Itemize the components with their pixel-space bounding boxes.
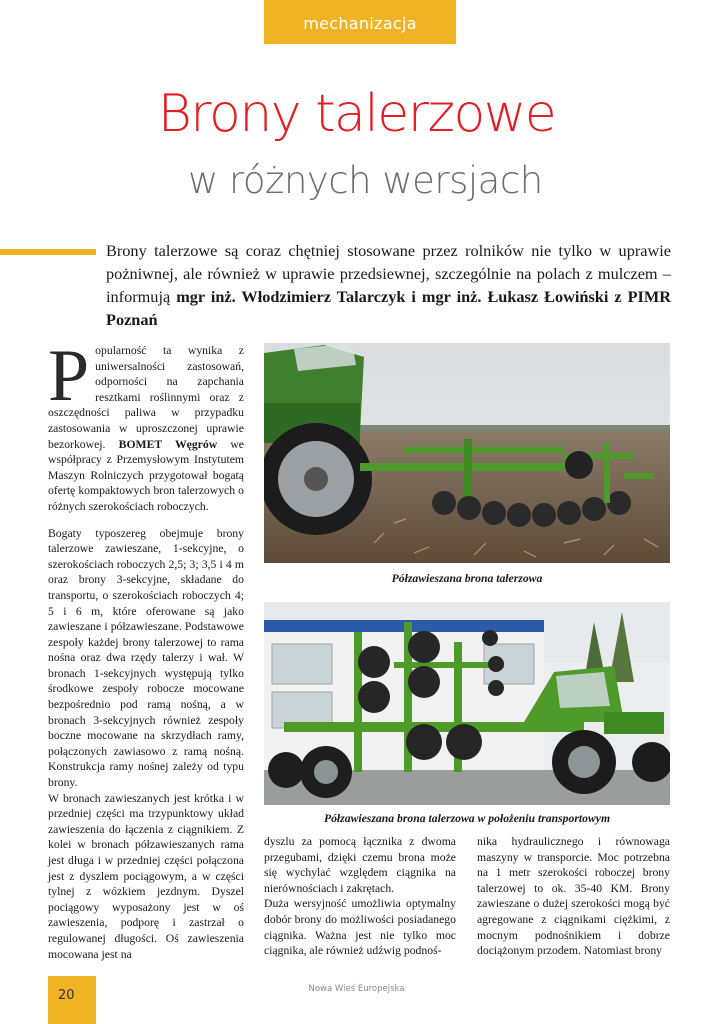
figure-caption-2: Półzawieszana brona talerzowa w położeniu transportowym <box>323 812 611 825</box>
paragraph-1-text-a: opularność ta wynika z uniwersalności zastosowań, odporności na zapchania resztkami roślinnymi oraz z oszczędności paliwa w przypadku zastosowania w uproszczonej uprawie bezorkowej. <box>48 344 244 451</box>
article-lead <box>106 239 671 331</box>
text-column-3 <box>477 834 670 959</box>
text-column-2 <box>264 834 456 959</box>
paragraph-6: nika hydraulicznego i równowaga maszyny w transporcie. Moc potrzebna na 1 metr szerokości roboczej brony talerzowej to ok. 35-40 KM. Brony zawieszane o dużej szerokości mogą być agregowane z ciągnikami ciężkimi, z mocnym podnośnikiem i dobrze dociążonym przodem. Natomiast brony <box>477 835 670 958</box>
company-name: BOMET Węgrów <box>118 437 218 451</box>
transport-harrow-illustration <box>264 602 670 805</box>
photo-field-harrow <box>264 343 670 563</box>
article-title: Brony talerzowe <box>157 84 556 144</box>
paragraph-4: dyszlu za pomocą łącznika z dwoma przegubami, dzięki czemu brona może się wychylać względem ciągnika na nierównościach i zakrętach. <box>264 835 456 895</box>
paragraph-5: Duża wersyjność umożliwia optymalny dobór brony do możliwości posiadanego ciągnika. Ważna jest nie tylko moc ciągnika, ale również udźwig podnoś- <box>264 897 456 958</box>
text-column-1 <box>48 335 244 962</box>
paragraph-1 <box>48 335 244 515</box>
paragraph-1-text-b: we współpracy z Przemysłowym Instytutem Maszyn Rolniczych przygotował bogatą ofertę kompaktowych bron talerzowych o różnych szerokościach roboczych. <box>48 437 244 513</box>
publication-name: Nowa Wieś Europejska <box>308 984 405 994</box>
lead-authors: mgr inż. Włodzimierz Talarczyk i mgr inż. Łukasz Łowiński z PIMR Poznań <box>106 287 672 329</box>
photo-transport-position <box>264 602 670 805</box>
lead-accent-bar <box>0 249 96 255</box>
paragraph-2: Bogaty typoszereg obejmuje brony talerzowe zawieszane, 1-sekcyjne, o szerokościach roboczych 2,5; 3; 3,5 i 4 m oraz brony 3-sekcyjne, składane do transportu, o szerokościach roboczych 4; 5 i 6 m, które oferowane są jako zawieszane i półzawieszane. Podstawowe zespoły każdej brony talerzowej to rama nośna oraz dwa rzędy talerzy i wał. W bronach 1-sekcyjnych występują tylko środkowe zespoły robocze mocowane bezpośrednio pod ramą nośną, a w bronach 3-sekcyjnych również zespoły boczne mocowane na skrzydłach ramy, połączonych zawiasowo z ramą nośną. Konstrukcja ramy nośnej zależy od typu brony. <box>48 526 244 790</box>
section-label: mechanizacja <box>303 14 417 33</box>
page-number: 20 <box>58 988 75 1003</box>
article-subtitle: w różnych wersjach <box>188 159 543 202</box>
field-harrow-illustration <box>264 343 670 563</box>
paragraph-3: W bronach zawieszanych jest krótka i w przedniej części ma trzypunktowy układ zawieszenia do łączenia z ciągnikiem. Z kolei w bronach półzawieszanych rama jest długa i w przedniej części połączona jest z dyszlem pociągowym, a w części tylnej z wózkiem jezdnym. Dyszel pociągowy wyposażony jest w oś zawieszenia, podporę i zastrzał o regulowanej długości. Oś zawieszenia mocowana jest na <box>48 791 244 961</box>
drop-cap: P <box>48 335 90 417</box>
section-tab <box>264 0 456 44</box>
figure-caption-1: Półzawieszana brona talerzowa <box>391 572 543 585</box>
lead-text: Brony talerzowe są coraz chętniej stosowane przez rolników nie tylko w uprawie pożniwnej, ale również w uprawie przedsiewnej, szczególnie na polach z mulczem – informują <box>106 241 671 306</box>
